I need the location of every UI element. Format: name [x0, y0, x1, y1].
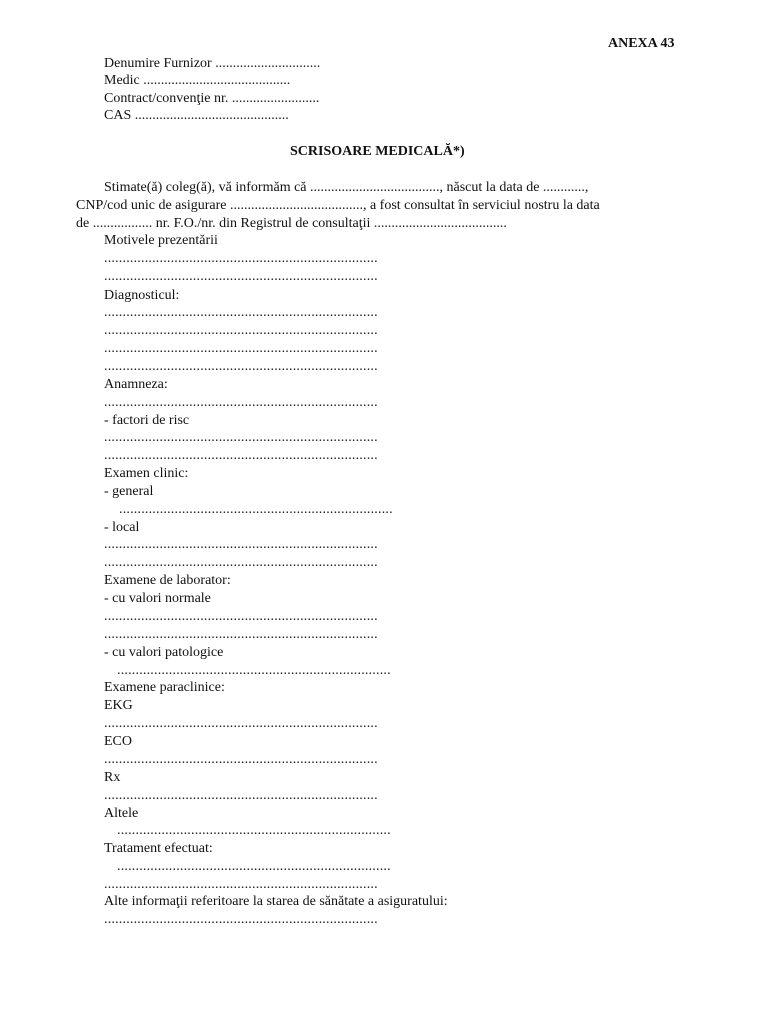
intro-line-3: de ................. nr. F.O./nr. din Registrul de consultaţii ...................................... — [76, 216, 507, 231]
contract-line: Contract/convenţie nr. ......................... — [104, 91, 320, 106]
section-other-info: Alte informaţii referitoare la starea de sănătate a asiguratului: — [104, 894, 448, 909]
ekg-label: EKG — [104, 698, 133, 713]
dot-line: .......................................................................... — [104, 341, 378, 356]
rx-label: Rx — [104, 770, 121, 785]
dot-line: .......................................................................... — [104, 912, 378, 927]
section-paraclinical: Examene paraclinice: — [104, 680, 225, 695]
normal-values-label: - cu valori normale — [104, 591, 211, 606]
dot-line: .......................................................................... — [104, 269, 378, 284]
doctor-line: Medic .......................................... — [104, 73, 291, 88]
section-treatment: Tratament efectuat: — [104, 841, 213, 856]
section-motive: Motivele prezentării — [104, 233, 218, 248]
provider-name-line: Denumire Furnizor .............................. — [104, 56, 321, 71]
dot-line: .......................................................................... — [104, 537, 378, 552]
section-anamneza: Anamneza: — [104, 377, 168, 392]
dot-line: .......................................................................... — [104, 752, 378, 767]
dot-line: .......................................................................... — [104, 448, 378, 463]
general-label: - general — [104, 484, 154, 499]
dot-line: .......................................................................... — [104, 877, 378, 892]
intro-line-1: Stimate(ă) coleg(ă), vă informăm că ....................................., născut la data de ............, — [104, 180, 589, 195]
dot-line: .......................................................................... — [104, 627, 378, 642]
section-diagnostic: Diagnosticul: — [104, 288, 180, 303]
dot-line: .......................................................................... — [119, 502, 393, 517]
dot-line: .......................................................................... — [117, 663, 391, 678]
other-label: Altele — [104, 806, 139, 821]
local-label: - local — [104, 520, 140, 535]
document-title: SCRISOARE MEDICALĂ*) — [290, 144, 465, 159]
section-clinical-exam: Examen clinic: — [104, 466, 189, 481]
dot-line: .......................................................................... — [104, 609, 378, 624]
dot-line: .......................................................................... — [104, 430, 378, 445]
dot-line: .......................................................................... — [104, 788, 378, 803]
cas-line: CAS ............................................ — [104, 108, 289, 123]
dot-line: .......................................................................... — [104, 555, 378, 570]
dot-line: .......................................................................... — [104, 359, 378, 374]
section-lab-exams: Examene de laborator: — [104, 573, 231, 588]
dot-line: .......................................................................... — [104, 395, 378, 410]
dot-line: .......................................................................... — [104, 716, 378, 731]
dot-line: .......................................................................... — [104, 251, 378, 266]
pathologic-values-label: - cu valori patologice — [104, 645, 224, 660]
intro-line-2: CNP/cod unic de asigurare ......................................, a fost consultat în serviciul nostru la data — [76, 198, 600, 213]
annex-label: ANEXA 43 — [608, 36, 675, 51]
dot-line: .......................................................................... — [104, 323, 378, 338]
eco-label: ECO — [104, 734, 132, 749]
dot-line: .......................................................................... — [117, 823, 391, 838]
dot-line: .......................................................................... — [117, 859, 391, 874]
dot-line: .......................................................................... — [104, 305, 378, 320]
risk-factors-label: - factori de risc — [104, 413, 190, 428]
